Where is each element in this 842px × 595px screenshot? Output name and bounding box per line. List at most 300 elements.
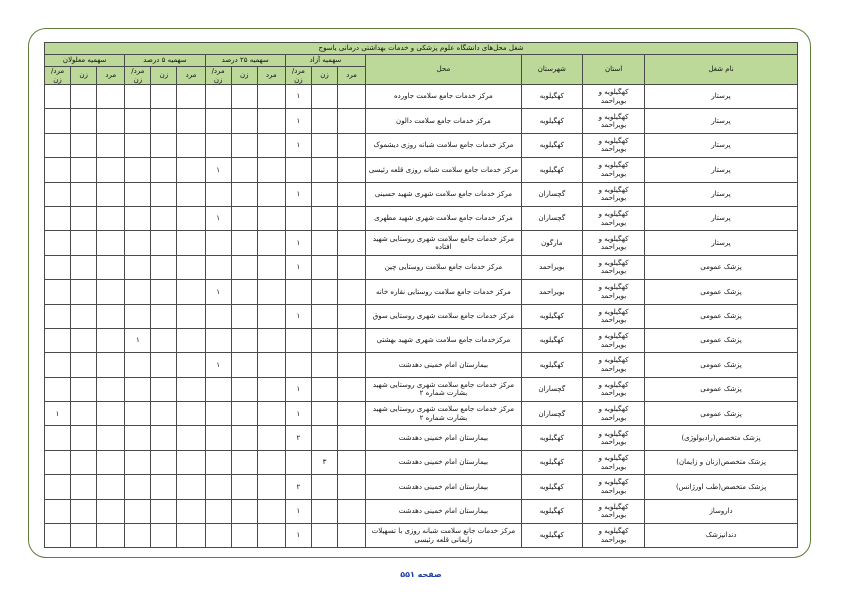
cell-free-male (338, 231, 366, 255)
cell-disabled-male (97, 304, 125, 328)
cell-quota25-female (231, 328, 257, 352)
cell-quota25-female (231, 85, 257, 109)
cell-quota5-female (151, 499, 177, 523)
cell-disabled-female (71, 426, 97, 450)
cell-job: پزشک عمومی (645, 255, 798, 279)
cell-quota5-female (151, 255, 177, 279)
cell-quota5-female (151, 206, 177, 230)
cell-quota5-male (177, 182, 205, 206)
cell-place: مرکز خدمات جامع سلامت شهری روستایی سوق (366, 304, 522, 328)
cell-disabled-female (71, 402, 97, 426)
cell-disabled-male (97, 133, 125, 157)
table-row (45, 402, 798, 426)
cell-quota5-male (177, 475, 205, 499)
table-row (45, 353, 798, 377)
cell-province: کهگیلویه و بویراحمد (582, 426, 644, 450)
cell-province: کهگیلویه و بویراحمد (582, 304, 644, 328)
cell-free-male (338, 475, 366, 499)
header-male: مرد (257, 67, 285, 85)
cell-quota5-female (151, 426, 177, 450)
cell-disabled-male (97, 280, 125, 304)
cell-quota25-female (231, 206, 257, 230)
header-male: مرد (338, 67, 366, 85)
cell-quota25-male-female: ۱ (205, 158, 231, 182)
cell-province: کهگیلویه و بویراحمد (582, 475, 644, 499)
cell-disabled-male (97, 85, 125, 109)
cell-quota5-male (177, 426, 205, 450)
cell-disabled-male-female (45, 499, 71, 523)
cell-city: کهگیلویه (521, 158, 582, 182)
header-free-quota: سهمیه آزاد (285, 55, 365, 67)
header-job: نام شغل (645, 55, 798, 85)
cell-job: پزشک متخصص(زنان و زایمان) (645, 450, 798, 474)
cell-quota5-male-female (125, 85, 151, 109)
header-female: زن (71, 67, 97, 85)
cell-city: بویراحمد (521, 255, 582, 279)
cell-province: کهگیلویه و بویراحمد (582, 109, 644, 133)
cell-place: مرکز خدمات جامع سلامت جاورده (366, 85, 522, 109)
cell-free-male-female (285, 450, 311, 474)
cell-quota25-male (257, 280, 285, 304)
cell-free-female (311, 206, 337, 230)
cell-quota25-male-female (205, 524, 231, 548)
cell-quota5-female (151, 109, 177, 133)
cell-quota25-male (257, 402, 285, 426)
cell-disabled-male-female: ۱ (45, 402, 71, 426)
page-number: صفحه ۵۵۱ (400, 570, 442, 579)
cell-quota25-male (257, 255, 285, 279)
cell-disabled-female (71, 304, 97, 328)
cell-city: گچساران (521, 402, 582, 426)
cell-quota5-female (151, 377, 177, 401)
cell-quota5-male (177, 255, 205, 279)
cell-quota25-male (257, 450, 285, 474)
cell-disabled-female (71, 206, 97, 230)
cell-quota5-male (177, 304, 205, 328)
cell-disabled-male (97, 450, 125, 474)
cell-disabled-female (71, 231, 97, 255)
cell-quota25-male (257, 109, 285, 133)
cell-free-male-female: ۱ (285, 402, 311, 426)
cell-free-male-female (285, 158, 311, 182)
cell-quota25-female (231, 402, 257, 426)
cell-place: مرکز خدمات جامع سلامت شهری روستایی شهید بشارت شماره ۲ (366, 377, 522, 401)
cell-free-female (311, 328, 337, 352)
cell-job: پرستار (645, 182, 798, 206)
cell-free-male (338, 280, 366, 304)
cell-place: مرکز خدمات جامع سلامت شهری روستایی شهید افتاده (366, 231, 522, 255)
cell-disabled-male (97, 475, 125, 499)
cell-province: کهگیلویه و بویراحمد (582, 255, 644, 279)
cell-quota25-male-female (205, 402, 231, 426)
cell-quota25-male-female (205, 426, 231, 450)
cell-quota5-male-female (125, 450, 151, 474)
cell-quota5-male (177, 450, 205, 474)
cell-disabled-female (71, 353, 97, 377)
cell-disabled-male (97, 524, 125, 548)
header-quota-25: سهمیه ۲۵ درصد (205, 55, 285, 67)
cell-free-male-female: ۱ (285, 377, 311, 401)
cell-quota5-female (151, 182, 177, 206)
cell-quota5-male (177, 524, 205, 548)
cell-free-male-female: ۱ (285, 499, 311, 523)
cell-quota5-female (151, 85, 177, 109)
cell-free-male-female: ۱ (285, 524, 311, 548)
cell-city: کهگیلویه (521, 353, 582, 377)
cell-free-male-female (285, 328, 311, 352)
cell-quota5-male-female (125, 280, 151, 304)
cell-disabled-male-female (45, 280, 71, 304)
cell-city: کهگیلویه (521, 85, 582, 109)
cell-disabled-female (71, 85, 97, 109)
cell-disabled-male (97, 402, 125, 426)
cell-quota5-male-female (125, 231, 151, 255)
cell-quota25-male (257, 328, 285, 352)
table-row (45, 206, 798, 230)
cell-free-male-female: ۱ (285, 182, 311, 206)
cell-free-female (311, 377, 337, 401)
cell-quota25-male-female (205, 182, 231, 206)
cell-free-male (338, 85, 366, 109)
cell-province: کهگیلویه و بویراحمد (582, 377, 644, 401)
cell-quota25-male (257, 499, 285, 523)
cell-place: مرکز خدمات جامع سلامت شهری روستایی شهید بشارت شماره ۲ (366, 402, 522, 426)
cell-disabled-male (97, 255, 125, 279)
cell-free-male-female (285, 280, 311, 304)
cell-disabled-male-female (45, 255, 71, 279)
cell-quota25-male (257, 377, 285, 401)
cell-free-male-female: ۱ (285, 109, 311, 133)
cell-province: کهگیلویه و بویراحمد (582, 524, 644, 548)
table-row (45, 133, 798, 157)
cell-disabled-male (97, 328, 125, 352)
cell-free-male (338, 450, 366, 474)
cell-quota5-male-female (125, 304, 151, 328)
cell-quota5-female (151, 524, 177, 548)
cell-place: مرکز خدمات جامع سلامت شبانه روزی دیشموک (366, 133, 522, 157)
cell-quota25-male (257, 426, 285, 450)
cell-city: بویراحمد (521, 280, 582, 304)
cell-quota5-male-female (125, 133, 151, 157)
table-row (45, 158, 798, 182)
cell-quota5-male (177, 402, 205, 426)
cell-province: کهگیلویه و بویراحمد (582, 328, 644, 352)
cell-disabled-male-female (45, 377, 71, 401)
cell-disabled-male-female (45, 158, 71, 182)
cell-quota5-male (177, 499, 205, 523)
cell-disabled-male-female (45, 85, 71, 109)
cell-place: بیمارستان امام خمینی دهدشت (366, 450, 522, 474)
cell-quota25-male-female: ۱ (205, 206, 231, 230)
cell-quota25-female (231, 158, 257, 182)
cell-quota5-female (151, 475, 177, 499)
cell-quota5-male (177, 377, 205, 401)
table-row (45, 304, 798, 328)
cell-free-male-female: ۱ (285, 255, 311, 279)
cell-free-male (338, 524, 366, 548)
cell-disabled-female (71, 475, 97, 499)
cell-disabled-male-female (45, 328, 71, 352)
table-row (45, 109, 798, 133)
cell-quota25-female (231, 450, 257, 474)
cell-quota25-female (231, 280, 257, 304)
cell-free-male (338, 158, 366, 182)
cell-free-male (338, 182, 366, 206)
header-province: استان (582, 55, 644, 85)
cell-quota5-male (177, 280, 205, 304)
cell-quota25-male-female (205, 328, 231, 352)
cell-quota25-female (231, 475, 257, 499)
cell-quota25-female (231, 255, 257, 279)
cell-free-female (311, 182, 337, 206)
cell-disabled-female (71, 133, 97, 157)
header-male-female: مرد/زن (45, 67, 71, 85)
cell-quota5-female (151, 450, 177, 474)
cell-quota25-male (257, 231, 285, 255)
table-row (45, 475, 798, 499)
header-quota-5: سهمیه ۵ درصد (125, 55, 205, 67)
cell-quota25-female (231, 182, 257, 206)
cell-free-male-female (285, 353, 311, 377)
cell-free-male-female (285, 206, 311, 230)
cell-job: پرستار (645, 133, 798, 157)
cell-quota25-male (257, 304, 285, 328)
cell-city: کهگیلویه (521, 304, 582, 328)
cell-province: کهگیلویه و بویراحمد (582, 353, 644, 377)
cell-quota5-female (151, 280, 177, 304)
cell-quota25-male-female: ۱ (205, 280, 231, 304)
cell-quota25-male (257, 475, 285, 499)
cell-quota25-male-female (205, 85, 231, 109)
cell-disabled-male (97, 109, 125, 133)
cell-quota5-male (177, 158, 205, 182)
header-male: مرد (177, 67, 205, 85)
cell-disabled-male-female (45, 450, 71, 474)
cell-free-female (311, 304, 337, 328)
cell-quota25-male (257, 182, 285, 206)
cell-city: کهگیلویه (521, 475, 582, 499)
cell-quota25-female (231, 231, 257, 255)
cell-disabled-male (97, 426, 125, 450)
cell-city: کهگیلویه (521, 426, 582, 450)
cell-quota25-female (231, 377, 257, 401)
header-female: زن (231, 67, 257, 85)
cell-disabled-male-female (45, 133, 71, 157)
cell-quota5-male-female (125, 475, 151, 499)
cell-free-male-female: ۱ (285, 231, 311, 255)
cell-quota25-female (231, 499, 257, 523)
cell-quota5-female (151, 328, 177, 352)
header-quota-disabled: سهمیه معلولان (45, 55, 125, 67)
cell-disabled-male-female (45, 109, 71, 133)
cell-free-female (311, 85, 337, 109)
cell-city: کهگیلویه (521, 450, 582, 474)
table-row (45, 377, 798, 401)
cell-free-female (311, 402, 337, 426)
cell-disabled-male-female (45, 524, 71, 548)
cell-free-male-female: ۱ (285, 85, 311, 109)
cell-free-male (338, 133, 366, 157)
cell-province: کهگیلویه و بویراحمد (582, 85, 644, 109)
cell-quota5-male-female (125, 402, 151, 426)
table-row (45, 255, 798, 279)
cell-quota25-female (231, 109, 257, 133)
cell-city: گچساران (521, 182, 582, 206)
cell-quota25-male-female (205, 133, 231, 157)
cell-disabled-male-female (45, 182, 71, 206)
cell-quota5-male-female (125, 377, 151, 401)
cell-disabled-female (71, 109, 97, 133)
cell-quota25-female (231, 304, 257, 328)
cell-quota5-male (177, 206, 205, 230)
cell-quota5-male-female (125, 182, 151, 206)
cell-quota5-female (151, 158, 177, 182)
cell-quota5-female (151, 353, 177, 377)
cell-province: کهگیلویه و بویراحمد (582, 450, 644, 474)
table-row (45, 280, 798, 304)
header-city: شهرستان (521, 55, 582, 85)
cell-job: پزشک عمومی (645, 377, 798, 401)
cell-city: کهگیلویه (521, 524, 582, 548)
cell-free-male (338, 255, 366, 279)
cell-city: کهگیلویه (521, 499, 582, 523)
cell-disabled-male (97, 499, 125, 523)
header-male-female: مرد/زن (285, 67, 311, 85)
cell-job: پزشک عمومی (645, 304, 798, 328)
cell-free-male (338, 328, 366, 352)
cell-province: کهگیلویه و بویراحمد (582, 231, 644, 255)
cell-disabled-male-female (45, 426, 71, 450)
cell-province: کهگیلویه و بویراحمد (582, 158, 644, 182)
cell-quota25-male-female (205, 255, 231, 279)
cell-province: کهگیلویه و بویراحمد (582, 182, 644, 206)
cell-free-female (311, 231, 337, 255)
cell-disabled-male (97, 231, 125, 255)
cell-city: کهگیلویه (521, 133, 582, 157)
header-male-female: مرد/زن (205, 67, 231, 85)
cell-quota5-male-female: ۱ (125, 328, 151, 352)
cell-free-male-female: ۱ (285, 133, 311, 157)
cell-disabled-male-female (45, 304, 71, 328)
cell-place: مرکز خدمات جامع سلامت دالون (366, 109, 522, 133)
cell-disabled-female (71, 280, 97, 304)
cell-job: پزشک عمومی (645, 402, 798, 426)
cell-disabled-male (97, 182, 125, 206)
table-row (45, 231, 798, 255)
cell-city: گچساران (521, 377, 582, 401)
cell-free-male (338, 377, 366, 401)
cell-quota25-female (231, 133, 257, 157)
cell-disabled-male-female (45, 353, 71, 377)
cell-job: پزشک متخصص(طب اورژانس) (645, 475, 798, 499)
cell-free-male (338, 304, 366, 328)
cell-job: دندانپزشک (645, 524, 798, 548)
cell-quota5-male (177, 328, 205, 352)
cell-job: پرستار (645, 206, 798, 230)
cell-job: پرستار (645, 85, 798, 109)
cell-quota5-male-female (125, 426, 151, 450)
cell-job: پزشک عمومی (645, 328, 798, 352)
cell-city: کهگیلویه (521, 328, 582, 352)
cell-free-male-female: ۱ (285, 304, 311, 328)
cell-free-female (311, 426, 337, 450)
cell-place: مرکز خدمات جامع سلامت شبانه روزی قلعه رئیسی (366, 158, 522, 182)
cell-free-male-female: ۲ (285, 426, 311, 450)
cell-free-female (311, 255, 337, 279)
table-row (45, 182, 798, 206)
cell-disabled-female (71, 328, 97, 352)
cell-quota25-male (257, 353, 285, 377)
cell-province: کهگیلویه و بویراحمد (582, 133, 644, 157)
cell-quota5-female (151, 133, 177, 157)
cell-free-male (338, 499, 366, 523)
cell-free-male (338, 402, 366, 426)
cell-quota5-male-female (125, 255, 151, 279)
cell-free-female (311, 499, 337, 523)
cell-disabled-female (71, 499, 97, 523)
cell-quota25-male-female (205, 475, 231, 499)
cell-free-female (311, 109, 337, 133)
table-row (45, 524, 798, 548)
cell-quota5-male-female (125, 524, 151, 548)
cell-job: پزشک عمومی (645, 353, 798, 377)
cell-quota25-male-female (205, 109, 231, 133)
cell-disabled-male (97, 377, 125, 401)
cell-place: مرکز خدمات جامع سلامت شهری شهید مطهری (366, 206, 522, 230)
cell-quota5-male (177, 133, 205, 157)
cell-free-male (338, 353, 366, 377)
cell-disabled-female (71, 182, 97, 206)
cell-place: مرکز خدمات جامع سلامت روستایی نقاره خانه (366, 280, 522, 304)
cell-disabled-male (97, 353, 125, 377)
cell-quota25-male-female (205, 499, 231, 523)
header-place: محل (366, 55, 522, 85)
cell-quota5-male-female (125, 353, 151, 377)
cell-free-male (338, 206, 366, 230)
header-male: مرد (97, 67, 125, 85)
cell-disabled-female (71, 524, 97, 548)
table-row (45, 450, 798, 474)
cell-disabled-female (71, 377, 97, 401)
cell-quota5-male (177, 353, 205, 377)
cell-disabled-female (71, 255, 97, 279)
cell-quota5-male (177, 109, 205, 133)
cell-free-female (311, 133, 337, 157)
table-row (45, 499, 798, 523)
cell-free-female (311, 475, 337, 499)
cell-place: مرکز خدمات جامع سلامت شهری شهید حسینی (366, 182, 522, 206)
cell-free-female: ۳ (311, 450, 337, 474)
cell-job: پرستار (645, 109, 798, 133)
cell-province: کهگیلویه و بویراحمد (582, 206, 644, 230)
cell-city: کهگیلویه (521, 109, 582, 133)
cell-quota25-male-female (205, 450, 231, 474)
cell-place: بیمارستان امام خمینی دهدشت (366, 475, 522, 499)
cell-disabled-male-female (45, 206, 71, 230)
cell-quota25-male (257, 133, 285, 157)
table-row (45, 328, 798, 352)
cell-place: مرکزخدمات جامع سلامت شهری شهید بهشتی (366, 328, 522, 352)
cell-quota25-female (231, 426, 257, 450)
cell-city: مارگون (521, 231, 582, 255)
cell-place: بیمارستان امام خمینی دهدشت (366, 353, 522, 377)
cell-quota5-female (151, 402, 177, 426)
cell-quota25-male-female (205, 231, 231, 255)
cell-quota25-male-female: ۱ (205, 353, 231, 377)
cell-disabled-female (71, 158, 97, 182)
cell-quota5-male-female (125, 158, 151, 182)
cell-disabled-male-female (45, 231, 71, 255)
